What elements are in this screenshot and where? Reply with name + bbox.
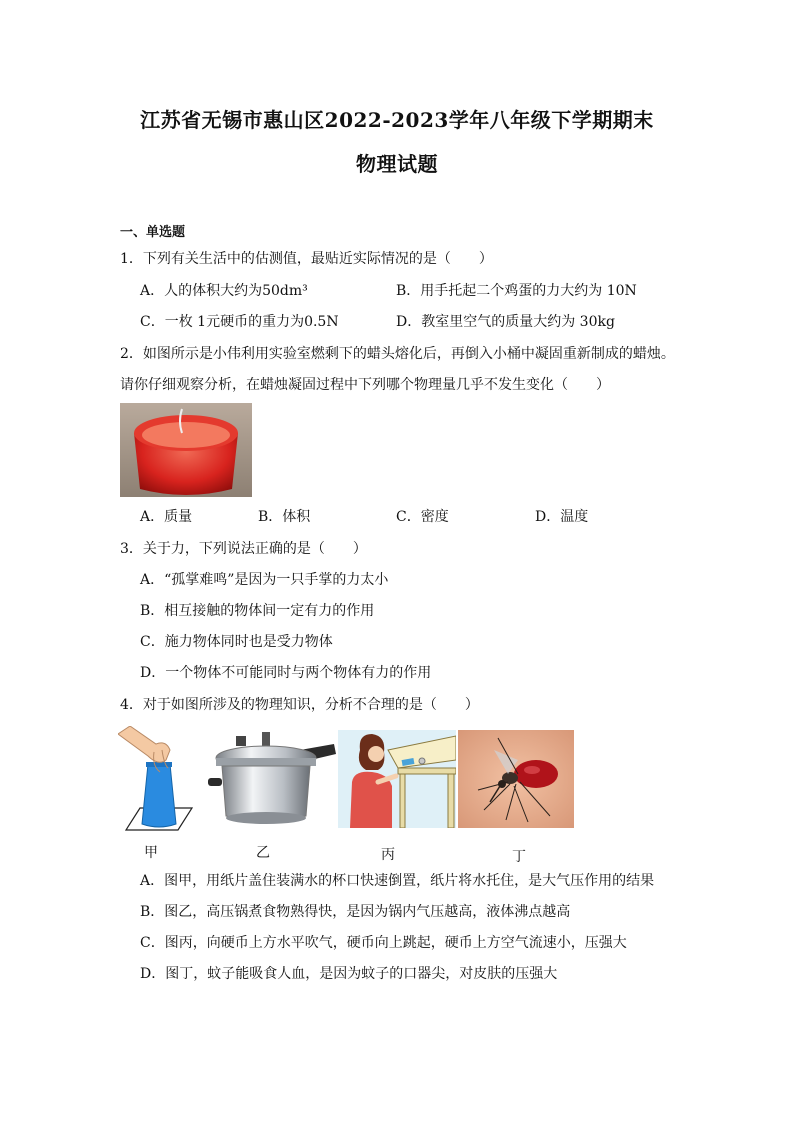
caption-jia: 甲: [144, 845, 158, 861]
q2-stem-line2: 请你仔细观察分析，在蜡烛凝固过程中下列哪个物理量几乎不发生变化（ ）: [120, 377, 610, 393]
exam-subtitle: 物理试题: [356, 152, 438, 176]
q3-option-b: B．相互接触的物体间一定有力的作用: [140, 603, 375, 619]
q1-option-a: A．人的体积大约为50dm³: [140, 283, 308, 299]
q1-option-b: B．用手托起二个鸡蛋的力大约为 10N: [396, 283, 637, 299]
q4-option-b: B．图乙，高压锅煮食物熟得快，是因为锅内气压越高，液体沸点越高: [140, 904, 571, 920]
exam-title: 江苏省无锡市惠山区2022-2023学年八年级下学期期末: [140, 108, 654, 132]
q2-option-d: D．温度: [535, 509, 589, 525]
caption-bing: 丙: [381, 847, 395, 863]
section-heading: 一、单选题: [120, 225, 186, 240]
caption-ding: 丁: [512, 849, 526, 865]
q2-option-b: B．体积: [258, 509, 311, 525]
q2-option-c: C．密度: [396, 509, 449, 525]
caption-yi: 乙: [256, 845, 270, 861]
q2-stem-line1: 2．如图所示是小伟利用实验室燃剩下的蜡头熔化后，再倒入小桶中凝固重新制成的蜡烛。: [120, 346, 675, 362]
q4-option-d: D．图丁，蚊子能吸食人血，是因为蚊子的口器尖，对皮肤的压强大: [140, 966, 558, 982]
figure-ding-mosquito: [458, 730, 574, 828]
figure-jia-cup: [118, 726, 198, 836]
q3-option-c: C．施力物体同时也是受力物体: [140, 634, 333, 650]
q1-option-d: D．教室里空气的质量大约为 30kg: [396, 314, 615, 330]
q2-option-a: A．质量: [140, 509, 193, 525]
figure-yi-pressure-cooker: [208, 728, 338, 828]
q1-option-c: C．一枚 1元硬币的重力为0.5N: [140, 314, 339, 330]
q4-option-a: A．图甲，用纸片盖住装满水的杯口快速倒置，纸片将水托住，是大气压作用的结果: [140, 873, 655, 889]
candle-photo: [120, 403, 252, 497]
q1-stem: 1．下列有关生活中的估测值，最贴近实际情况的是（ ）: [120, 251, 493, 267]
q4-stem: 4．对于如图所涉及的物理知识，分析不合理的是（ ）: [120, 697, 479, 713]
figure-bing-girl-coin: [338, 730, 456, 828]
q3-stem: 3．关于力，下列说法正确的是（ ）: [120, 541, 367, 557]
q4-option-c: C．图丙，向硬币上方水平吹气，硬币向上跳起，硬币上方空气流速小，压强大: [140, 935, 627, 951]
q3-option-d: D．一个物体不可能同时与两个物体有力的作用: [140, 665, 432, 681]
q3-option-a: A．“孤掌难鸣”是因为一只手掌的力太小: [140, 572, 389, 588]
